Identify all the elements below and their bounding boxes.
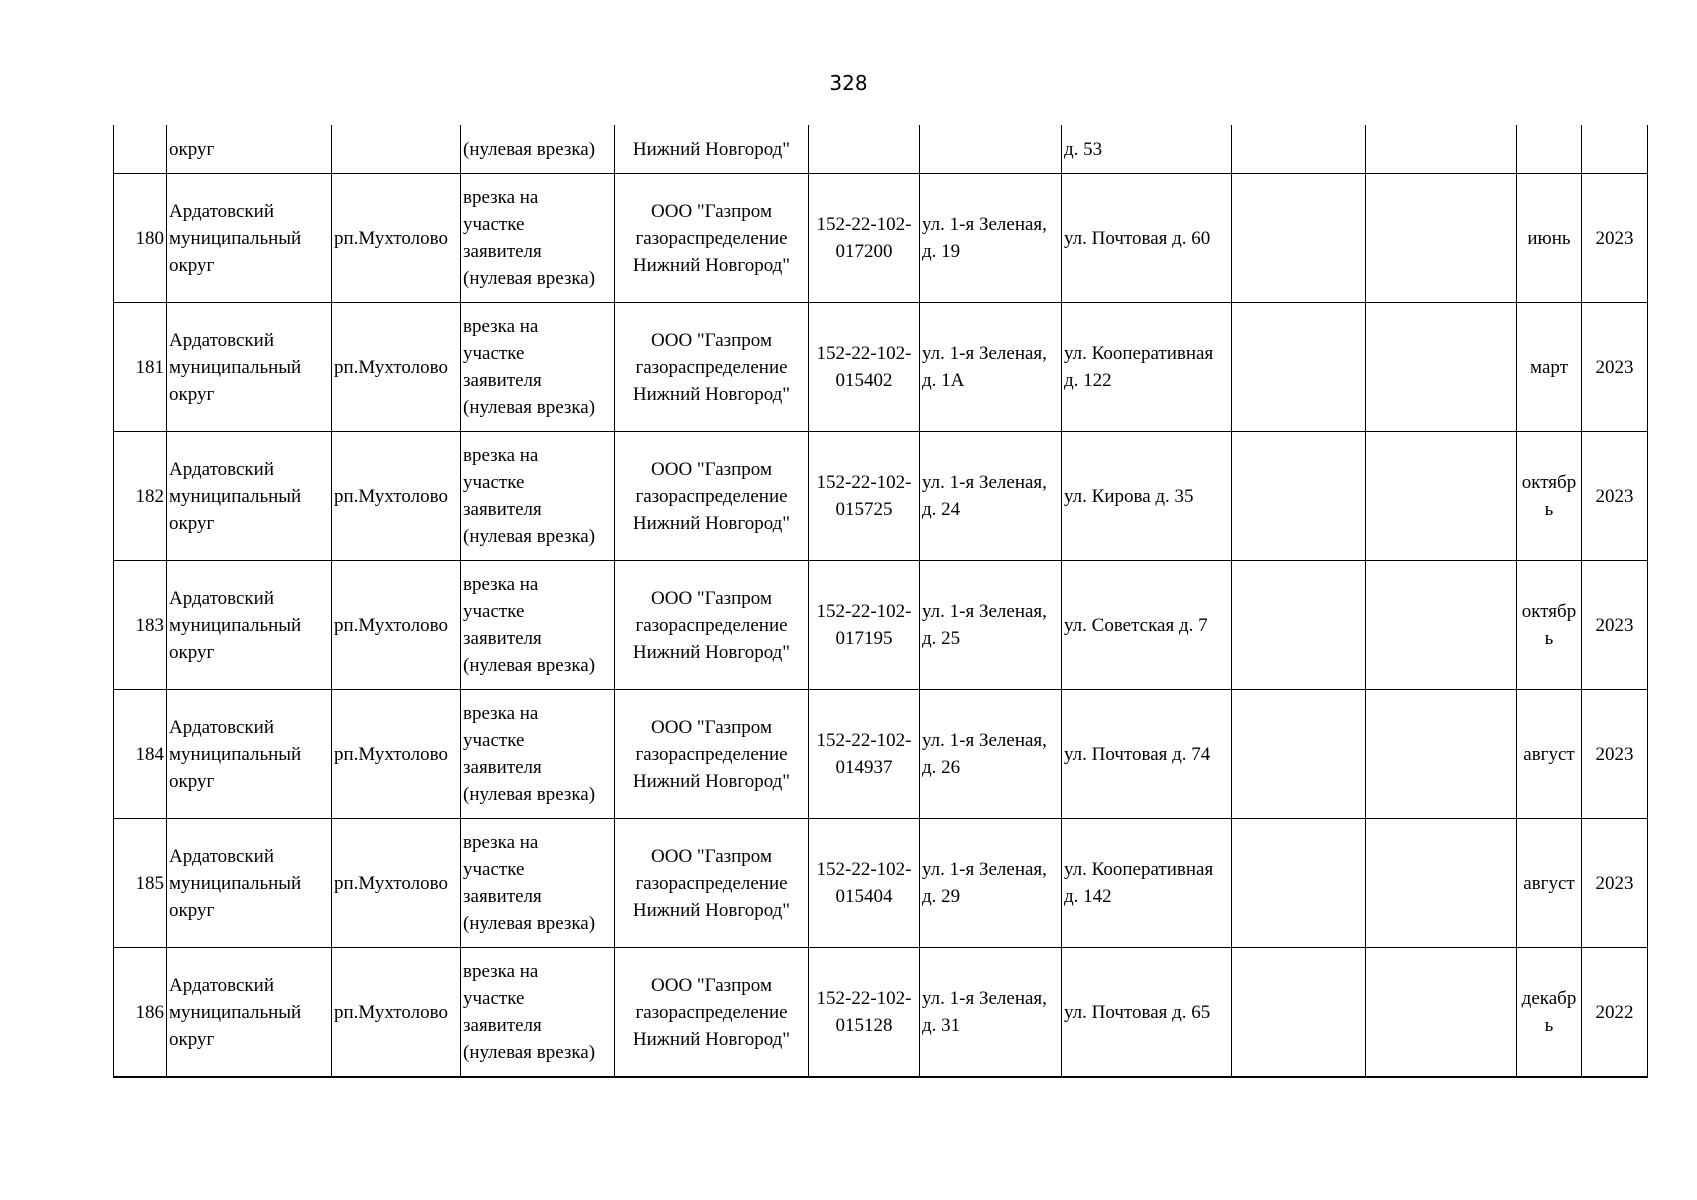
cell-address-to	[1062, 561, 1232, 690]
cell-empty-1	[1232, 948, 1366, 1078]
cell-address-to-line: д. 122	[1064, 370, 1112, 391]
cell-month-line: ь	[1544, 1015, 1554, 1036]
cell-address-from	[920, 690, 1062, 819]
cell-address-to: д. 53	[1062, 125, 1232, 174]
cell-org-line: Нижний Новгород"	[632, 641, 791, 663]
cell-month-line: июнь	[1527, 227, 1571, 249]
cell-code	[809, 125, 920, 174]
cell-district-line: Ардатовский	[169, 845, 274, 867]
cell-district	[167, 690, 332, 819]
cell-address-from-line: ул. 1-я Зеленая,	[922, 343, 1047, 364]
cell-connection-line: (нулевая врезка)	[463, 397, 596, 418]
cell-empty-2	[1366, 432, 1517, 561]
cell-address-from-line: д. 29	[922, 886, 961, 907]
gas-connection-table	[113, 125, 1648, 1078]
cell-empty-2	[1366, 948, 1517, 1078]
cell-district-line: Ардатовский	[169, 200, 274, 222]
cell-code-line: 152-22-102-	[816, 601, 912, 622]
cell-address-to	[1062, 819, 1232, 948]
cell-address-from-line: д. 25	[922, 628, 961, 649]
cell-month	[1517, 432, 1582, 561]
cell-org-line: Нижний Новгород"	[632, 770, 791, 792]
cell-code	[809, 303, 920, 432]
cell-connection-line: заявителя	[463, 499, 542, 520]
cell-address-from	[920, 561, 1062, 690]
cell-connection-line: участке	[463, 859, 525, 880]
cell-connection	[461, 819, 615, 948]
cell-org-line: ООО "Газпром	[651, 329, 772, 351]
cell-month	[1517, 948, 1582, 1078]
cell-org-line: ООО "Газпром	[651, 716, 772, 738]
cell-org-line: газораспределение	[635, 485, 788, 507]
cell-settlement: рп.Мухтолово	[332, 948, 461, 1078]
cell-district: округ	[167, 125, 332, 174]
cell-code-line: 017200	[835, 241, 893, 262]
cell-settlement: рп.Мухтолово	[332, 690, 461, 819]
cell-connection-line: врезка на	[463, 832, 539, 853]
cell-code-line: 152-22-102-	[816, 343, 912, 364]
cell-address-from-line: ул. 1-я Зеленая,	[922, 988, 1047, 1009]
cell-connection-line: (нулевая врезка)	[463, 1042, 596, 1063]
cell-org-line: ООО "Газпром	[651, 974, 772, 996]
cell-connection	[461, 561, 615, 690]
cell-settlement	[332, 125, 461, 174]
cell-connection-line: врезка на	[463, 445, 539, 466]
cell-district	[167, 432, 332, 561]
cell-address-from	[920, 432, 1062, 561]
cell-empty-1	[1232, 690, 1366, 819]
cell-connection-line: заявителя	[463, 370, 542, 391]
cell-code-line: 015128	[835, 1015, 893, 1036]
cell-month-line: октябр	[1521, 472, 1577, 493]
cell-address-from-line: д. 1А	[922, 370, 965, 391]
cell-address-from-line: д. 19	[922, 241, 961, 262]
cell-connection-line: заявителя	[463, 241, 542, 262]
cell-org	[615, 948, 809, 1078]
cell-district-line: муниципальный	[169, 743, 302, 765]
cell-connection-line: (нулевая врезка)	[463, 526, 596, 547]
table-row	[114, 303, 1648, 432]
cell-connection-line: (нулевая врезка)	[463, 913, 596, 934]
cell-settlement: рп.Мухтолово	[332, 432, 461, 561]
cell-address-from	[920, 819, 1062, 948]
cell-district	[167, 303, 332, 432]
cell-district-line: округ	[169, 254, 215, 276]
cell-district	[167, 174, 332, 303]
cell-connection-line: участке	[463, 730, 525, 751]
cell-connection	[461, 174, 615, 303]
table-row	[114, 690, 1648, 819]
cell-org-line: газораспределение	[635, 614, 788, 636]
cell-connection	[461, 303, 615, 432]
cell-empty-1	[1232, 561, 1366, 690]
cell-address-to	[1062, 174, 1232, 303]
cell-address-from-line: ул. 1-я Зеленая,	[922, 214, 1047, 235]
cell-district-line: округ	[169, 899, 215, 921]
cell-org-line: Нижний Новгород"	[632, 512, 791, 534]
table-row	[114, 561, 1648, 690]
cell-org-line: газораспределение	[635, 743, 788, 765]
cell-code-line: 017195	[835, 628, 893, 649]
cell-month	[1517, 561, 1582, 690]
cell-district-line: округ	[169, 770, 215, 792]
table-row	[114, 174, 1648, 303]
cell-address-from	[920, 948, 1062, 1078]
cell-num: 180	[114, 174, 167, 303]
cell-address-to-line: ул. Кооперативная	[1064, 859, 1214, 880]
cell-org	[615, 432, 809, 561]
cell-empty-1	[1232, 174, 1366, 303]
cell-address-to-line: ул. Почтовая д. 74	[1064, 743, 1211, 765]
cell-address-to-line: ул. Кооперативная	[1064, 343, 1214, 364]
cell-district-line: муниципальный	[169, 227, 302, 249]
cell-district-line: округ	[169, 1028, 215, 1050]
cell-code	[809, 690, 920, 819]
cell-district-line: муниципальный	[169, 614, 302, 636]
table-row-continued	[114, 125, 1648, 174]
cell-year: 2022	[1582, 948, 1648, 1078]
cell-connection-line: участке	[463, 601, 525, 622]
cell-connection	[461, 432, 615, 561]
cell-year	[1582, 125, 1648, 174]
cell-year: 2023	[1582, 303, 1648, 432]
cell-num: 184	[114, 690, 167, 819]
cell-org	[615, 303, 809, 432]
cell-connection-line: участке	[463, 214, 525, 235]
table-row	[114, 819, 1648, 948]
cell-empty-2	[1366, 125, 1517, 174]
cell-district-line: муниципальный	[169, 872, 302, 894]
cell-connection-line: (нулевая врезка)	[463, 268, 596, 289]
cell-settlement: рп.Мухтолово	[332, 303, 461, 432]
cell-month-line: август	[1523, 743, 1575, 765]
cell-month	[1517, 174, 1582, 303]
cell-district-line: Ардатовский	[169, 329, 274, 351]
table-row	[114, 432, 1648, 561]
cell-code-line: 014937	[835, 757, 893, 778]
cell-month	[1517, 303, 1582, 432]
cell-district-line: муниципальный	[169, 356, 302, 378]
cell-org-line: Нижний Новгород"	[632, 899, 791, 921]
cell-district	[167, 948, 332, 1078]
cell-address-to-line: ул. Почтовая д. 65	[1064, 1001, 1211, 1023]
cell-org-line: ООО "Газпром	[651, 458, 772, 480]
cell-month-line: август	[1523, 872, 1575, 894]
cell-month-line: декабр	[1521, 988, 1577, 1009]
cell-connection-line: заявителя	[463, 757, 542, 778]
page-number: 328	[829, 71, 868, 95]
cell-connection-line: врезка на	[463, 961, 539, 982]
cell-address-from-line: д. 26	[922, 757, 961, 778]
cell-empty-2	[1366, 690, 1517, 819]
cell-num: 182	[114, 432, 167, 561]
cell-address-to-line: ул. Кирова д. 35	[1064, 485, 1194, 507]
cell-code-line: 152-22-102-	[816, 988, 912, 1009]
cell-empty-2	[1366, 819, 1517, 948]
cell-connection-line: участке	[463, 343, 525, 364]
cell-settlement: рп.Мухтолово	[332, 174, 461, 303]
cell-code-line: 152-22-102-	[816, 730, 912, 751]
cell-org: Нижний Новгород"	[615, 125, 809, 174]
cell-num	[114, 125, 167, 174]
cell-address-to	[1062, 303, 1232, 432]
cell-connection	[461, 690, 615, 819]
cell-num: 186	[114, 948, 167, 1078]
cell-district-line: муниципальный	[169, 485, 302, 507]
cell-district-line: округ	[169, 383, 215, 405]
cell-org-line: Нижний Новгород"	[632, 1028, 791, 1050]
cell-code-line: 015404	[835, 886, 893, 907]
cell-address-from-line: д. 31	[922, 1015, 961, 1036]
cell-connection-line: (нулевая врезка)	[463, 655, 596, 676]
cell-empty-2	[1366, 174, 1517, 303]
cell-org-line: ООО "Газпром	[651, 200, 772, 222]
cell-district	[167, 819, 332, 948]
cell-org	[615, 174, 809, 303]
cell-district-line: округ	[169, 641, 215, 663]
cell-connection-line: участке	[463, 472, 525, 493]
cell-district	[167, 561, 332, 690]
table-body	[114, 125, 1648, 1077]
cell-district-line: округ	[169, 512, 215, 534]
cell-address-to	[1062, 948, 1232, 1078]
cell-address-to	[1062, 432, 1232, 561]
cell-district-line: Ардатовский	[169, 716, 274, 738]
cell-address-to-line: ул. Советская д. 7	[1064, 614, 1208, 636]
cell-address-to	[1062, 690, 1232, 819]
cell-year: 2023	[1582, 819, 1648, 948]
cell-code	[809, 948, 920, 1078]
cell-address-from-line: ул. 1-я Зеленая,	[922, 730, 1047, 751]
cell-connection-line: (нулевая врезка)	[463, 784, 596, 805]
cell-org-line: газораспределение	[635, 1001, 788, 1023]
cell-empty-1	[1232, 125, 1366, 174]
cell-address-from-line: д. 24	[922, 499, 961, 520]
cell-connection-line: участке	[463, 988, 525, 1009]
cell-code	[809, 432, 920, 561]
cell-connection-line: заявителя	[463, 628, 542, 649]
cell-org-line: газораспределение	[635, 227, 788, 249]
cell-code-line: 015402	[835, 370, 893, 391]
cell-address-to-line: ул. Почтовая д. 60	[1064, 227, 1211, 249]
cell-settlement: рп.Мухтолово	[332, 819, 461, 948]
cell-org	[615, 819, 809, 948]
cell-connection-line: врезка на	[463, 574, 539, 595]
cell-code-line: 015725	[835, 499, 893, 520]
cell-year: 2023	[1582, 432, 1648, 561]
cell-code	[809, 561, 920, 690]
cell-month	[1517, 819, 1582, 948]
cell-address-from	[920, 125, 1062, 174]
cell-connection-line: врезка на	[463, 703, 539, 724]
cell-num: 181	[114, 303, 167, 432]
cell-org	[615, 690, 809, 819]
cell-empty-1	[1232, 303, 1366, 432]
cell-year: 2023	[1582, 690, 1648, 819]
cell-connection	[461, 948, 615, 1078]
cell-district-line: Ардатовский	[169, 458, 274, 480]
cell-district-line: Ардатовский	[169, 587, 274, 609]
cell-org-line: ООО "Газпром	[651, 587, 772, 609]
cell-month-line: октябр	[1521, 601, 1577, 622]
cell-month-line: ь	[1544, 499, 1554, 520]
cell-month	[1517, 690, 1582, 819]
cell-num: 183	[114, 561, 167, 690]
table-row	[114, 948, 1648, 1078]
cell-connection-line: врезка на	[463, 187, 539, 208]
cell-address-from-line: ул. 1-я Зеленая,	[922, 472, 1047, 493]
cell-org-line: газораспределение	[635, 356, 788, 378]
cell-empty-2	[1366, 303, 1517, 432]
cell-district-line: Ардатовский	[169, 974, 274, 996]
cell-empty-1	[1232, 432, 1366, 561]
cell-address-from	[920, 174, 1062, 303]
cell-org-line: газораспределение	[635, 872, 788, 894]
cell-org-line: Нижний Новгород"	[632, 254, 791, 276]
cell-address-from-line: ул. 1-я Зеленая,	[922, 601, 1047, 622]
cell-connection: (нулевая врезка)	[461, 125, 615, 174]
cell-empty-1	[1232, 819, 1366, 948]
cell-month	[1517, 125, 1582, 174]
cell-settlement: рп.Мухтолово	[332, 561, 461, 690]
cell-code-line: 152-22-102-	[816, 472, 912, 493]
cell-year: 2023	[1582, 561, 1648, 690]
cell-month-line: март	[1530, 356, 1568, 378]
cell-month-line: ь	[1544, 628, 1554, 649]
cell-connection-line: заявителя	[463, 886, 542, 907]
cell-address-to-line: д. 142	[1064, 886, 1112, 907]
cell-num: 185	[114, 819, 167, 948]
cell-address-from-line: ул. 1-я Зеленая,	[922, 859, 1047, 880]
cell-connection-line: заявителя	[463, 1015, 542, 1036]
cell-code	[809, 174, 920, 303]
cell-district-line: муниципальный	[169, 1001, 302, 1023]
cell-address-from	[920, 303, 1062, 432]
cell-connection-line: врезка на	[463, 316, 539, 337]
cell-org	[615, 561, 809, 690]
cell-org-line: Нижний Новгород"	[632, 383, 791, 405]
cell-year: 2023	[1582, 174, 1648, 303]
cell-code-line: 152-22-102-	[816, 214, 912, 235]
cell-org-line: ООО "Газпром	[651, 845, 772, 867]
cell-code-line: 152-22-102-	[816, 859, 912, 880]
cell-code	[809, 819, 920, 948]
cell-empty-2	[1366, 561, 1517, 690]
